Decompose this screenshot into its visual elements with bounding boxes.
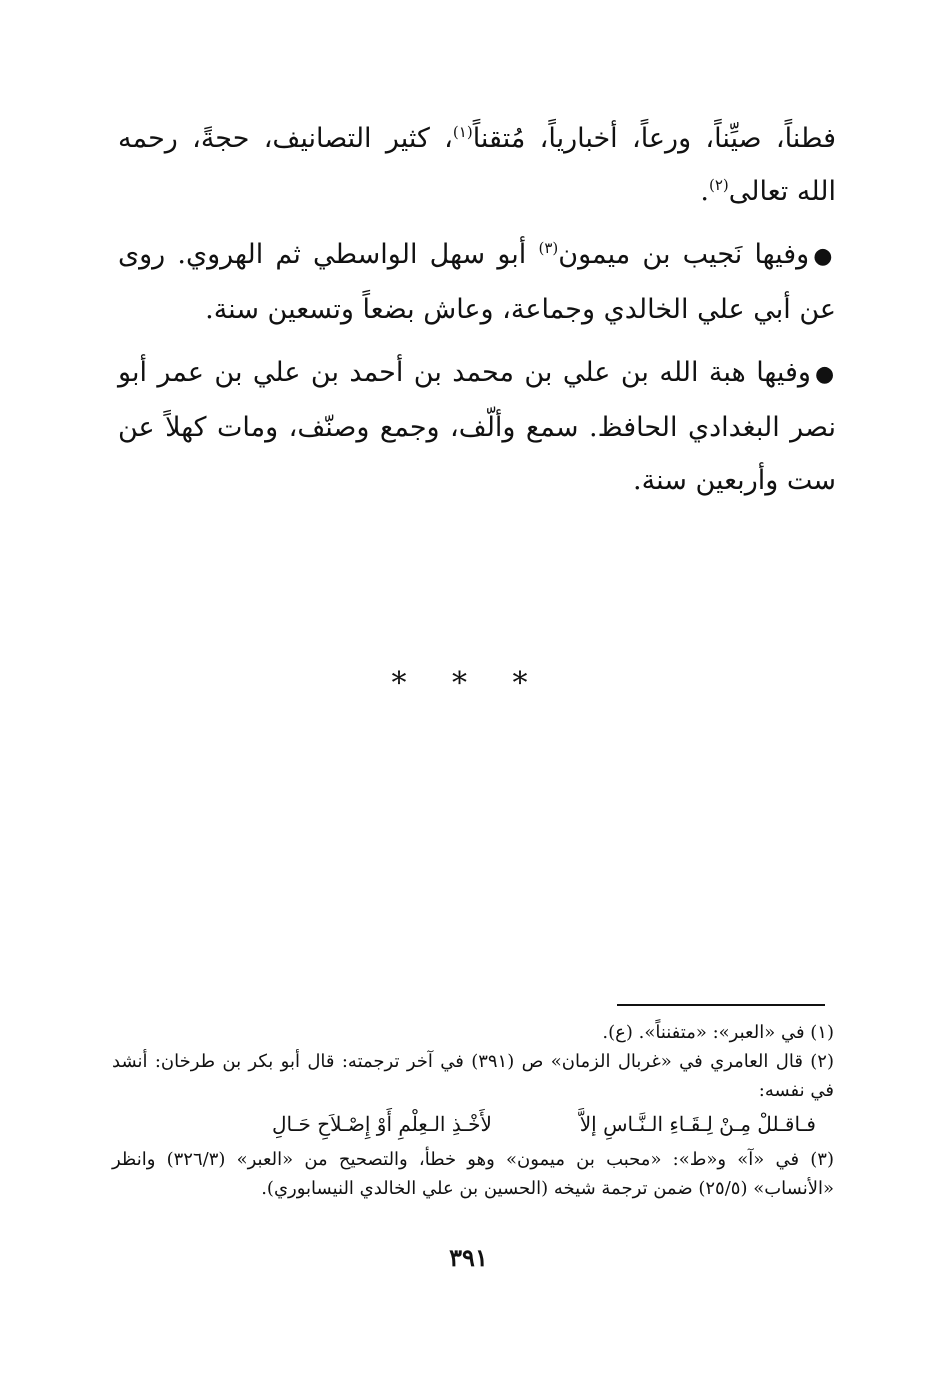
bullet-icon: ● bbox=[813, 244, 837, 269]
footnote-divider bbox=[617, 1004, 825, 1006]
bullet-icon: ● bbox=[814, 362, 837, 387]
paragraph-3 bbox=[118, 346, 836, 507]
paragraph-2-text-b: أبو سهل الواسطي ثم الهروي. روى عن أبي علي الخالدي وجماعة، وعاش بضعاً وتسعين سنة. bbox=[118, 239, 836, 325]
paragraph-3-text: وفيها هبة الله بن علي بن محمد بن أحمد بن علي بن عمر أبو نصر البغدادي الحافظ. سمع وألّف، وجمع وصنّف، ومات كهلاً عن ست وأربعين سنة. bbox=[118, 357, 836, 496]
paragraph-1-text-a: فطناً، صيِّناً، ورعاً، أخبارياً، مُتقناً bbox=[472, 123, 836, 154]
footnote-2: (٢) قال العامري في «غربال الزمان» ص (٣٩١) في آخر ترجمته: قال أبو بكر بن طرخان: أنشد في نفسه: bbox=[112, 1051, 834, 1101]
footnote-1: (١) في «العبر»: «متفنناً». (ع). bbox=[602, 1022, 834, 1043]
verse-first-hemistich: فـاقـللْ مِـنْ لِـقَـاءِ الـنَّـاسِ إلاَّ bbox=[579, 1112, 816, 1136]
paragraph-2 bbox=[118, 228, 836, 336]
page-number: ٣٩١ bbox=[449, 1243, 488, 1272]
paragraph-1-text-b: ، كثير التصانيف، حجةً، رحمه الله تعالى bbox=[118, 123, 836, 207]
verse-second-hemistich: لأَخْـذِ الـعِلْمِ أَوْ إِصْـلاَحِ حَـالِ bbox=[272, 1112, 492, 1136]
main-text bbox=[118, 112, 836, 517]
paragraph-2-text-a: وفيها نَجيب بن ميمون bbox=[558, 239, 810, 270]
paragraph-1-text-c: . bbox=[700, 176, 709, 207]
section-separator: * * * bbox=[391, 666, 546, 701]
poem-verse bbox=[112, 1105, 834, 1145]
footnotes bbox=[112, 1018, 834, 1203]
footnote-ref-2: (٢) bbox=[708, 176, 729, 194]
paragraph-1 bbox=[118, 112, 836, 218]
footnote-ref-3: (٣) bbox=[538, 239, 559, 257]
footnote-ref-1: (١) bbox=[452, 123, 473, 141]
footnote-3: (٣) في «آ» و«ط»: «محبب بن ميمون» وهو خطأ، والتصحيح من «العبر» (٣٢٦/٣) وانظر «الأنساب» (٢٥/٥) ضمن ترجمة شيخه (الحسين بن علي الخالدي النيسابوري). bbox=[112, 1149, 834, 1199]
